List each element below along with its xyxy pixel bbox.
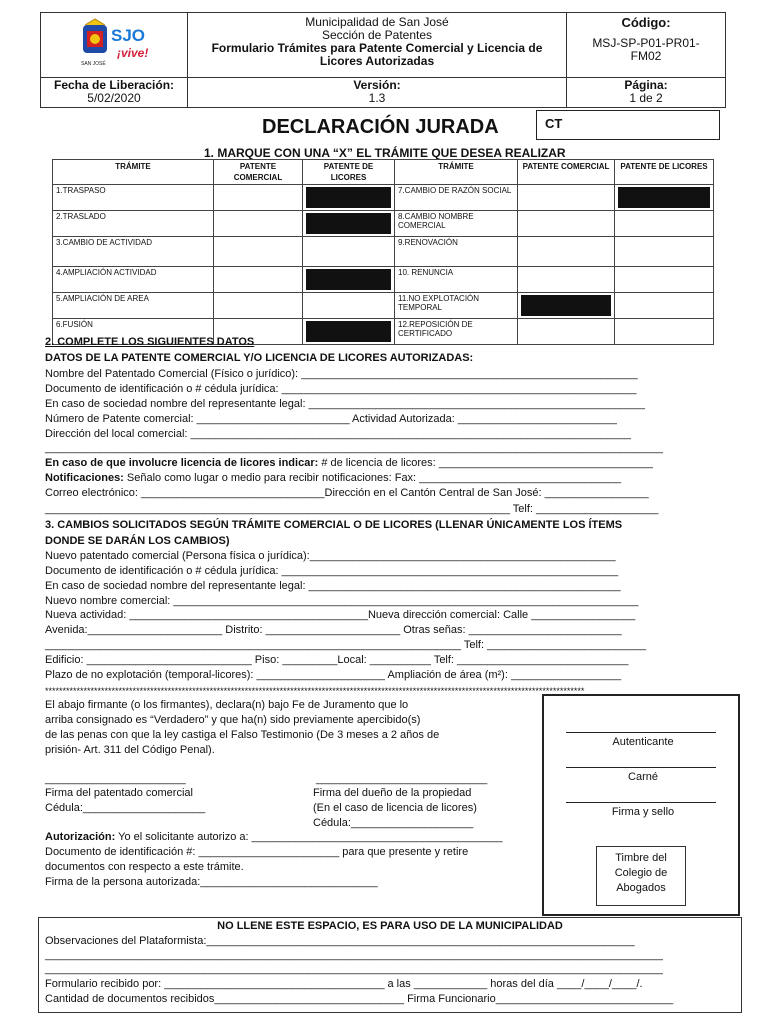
checkbox-cell[interactable] [615, 237, 714, 267]
notary-box [542, 694, 740, 916]
signature-line-right[interactable]: ____________________________ [316, 773, 488, 785]
field-avenida[interactable]: Avenida:______________________ Distrito: ______________________ Otras señas: _________________________ [45, 624, 622, 636]
field-telf2[interactable]: ____________________________________________________________________ Telf: __________________________ [45, 639, 647, 651]
ct-label: CT [545, 116, 563, 131]
checkbox-cell[interactable] [214, 267, 303, 293]
sig-left-cedula[interactable]: Cédula:____________________ [45, 802, 206, 814]
oath-line3: de las penas con que la ley castiga el Falso Testimonio (De 3 meses a 2 años de [45, 729, 440, 741]
col-patente-left: PATENTE COMERCIAL [214, 160, 303, 185]
section2-subheading: DATOS DE LA PATENTE COMERCIAL Y/O LICENCIA DE LICORES AUTORIZADAS: [45, 352, 474, 364]
checkbox-cell[interactable] [303, 267, 395, 293]
row-label: 12.REPOSICIÓN DE CERTIFICADO [395, 319, 518, 345]
form-title-cell [188, 13, 567, 77]
field-licencia[interactable]: En caso de que involucre licencia de licores indicar: # de licencia de licores: ___________________________________ [45, 457, 653, 469]
version-label: Versión: [353, 78, 401, 92]
oath-line1: El abajo firmante (o los firmantes), declara(n) bajo Fe de Juramento que lo [45, 699, 409, 711]
auth-line3: documentos con respecto a este trámite. [45, 861, 244, 873]
redaction-block [306, 187, 391, 208]
checkbox-cell[interactable] [214, 293, 303, 319]
field-cedula[interactable]: Documento de identificación o # cédula jurídica: __________________________________________________________ [45, 383, 637, 395]
auth-line2[interactable]: Documento de identificación #: _______________________ para que presente y retire [45, 846, 469, 858]
section3-heading: 3. CAMBIOS SOLICITADOS SEGÚN TRÁMITE COMERCIAL O DE LICORES (LLENAR ÚNICAMENTE LOS ÍTEMS [45, 519, 623, 531]
field-nuevo-cedula[interactable]: Documento de identificación o # cédula jurídica: _______________________________________________________ [45, 565, 619, 577]
row-label: 8.CAMBIO NOMBRE COMERCIAL [395, 211, 518, 237]
row-label: 10. RENUNCIA [395, 267, 518, 293]
oath-line4: prisión- Art. 311 del Código Penal). [45, 744, 215, 756]
recibido-por-field[interactable]: Formulario recibido por: ____________________________________ a las ____________ horas del día ____/____/____/. [45, 978, 643, 990]
col-licores-right: PATENTE DE LICORES [615, 160, 714, 185]
field-patentado[interactable]: Nombre del Patentado Comercial (Físico o jurídico): _______________________________________________________ [45, 368, 638, 380]
firma-sello-line[interactable] [566, 802, 716, 803]
field-edificio[interactable]: Edificio: ___________________________ Piso: _________Local: __________ Telf: ____________________________ [45, 654, 629, 666]
field-plazo[interactable]: Plazo de no explotación (temporal-licores): _____________________ Ampliación de área (m²): __________________ [45, 669, 622, 681]
cantidad-documentos-field[interactable]: Cantidad de documentos recibidos_______________________________ Firma Funcionario_____________________________ [45, 993, 674, 1005]
col-licores-left: PATENTE DE LICORES [303, 160, 395, 185]
page-label: Página: [624, 78, 668, 92]
row-label: 1.TRASPASO [53, 185, 214, 211]
sig-right-label: Firma del dueño de la propiedad [313, 787, 472, 799]
redaction-block [306, 269, 391, 290]
field-nuevo-patentado[interactable]: Nuevo patentado comercial (Persona física o jurídica):__________________________________________________ [45, 550, 616, 562]
carne-line[interactable] [566, 767, 716, 768]
sig-left-label: Firma del patentado comercial [45, 787, 193, 799]
autenticante-line[interactable] [566, 732, 716, 733]
observaciones-line2[interactable]: _____________________________________________________________________________________________________ [45, 949, 663, 961]
signature-line-left[interactable]: _______________________ [45, 773, 186, 785]
version-cell [188, 77, 567, 107]
checkbox-cell[interactable] [615, 211, 714, 237]
checkbox-cell[interactable] [615, 293, 714, 319]
checkbox-cell[interactable] [214, 237, 303, 267]
checkbox-cell[interactable] [518, 293, 615, 319]
checkbox-cell[interactable] [303, 293, 395, 319]
checkbox-cell[interactable] [615, 319, 714, 345]
checkbox-cell[interactable] [518, 267, 615, 293]
checkbox-cell[interactable] [615, 185, 714, 211]
checkbox-cell[interactable] [214, 185, 303, 211]
firma-sello-label: Firma y sello [611, 806, 675, 818]
section1-heading: 1. MARQUE CON UNA “X” EL TRÁMITE QUE DESEA REALIZAR [204, 146, 566, 160]
row-label: 3.CAMBIO DE ACTIVIDAD [53, 237, 214, 267]
logo-cell [41, 13, 188, 77]
row-label: 5.AMPLIACIÓN DE AREA [53, 293, 214, 319]
oath-line2: arriba consignado es “Verdadero” y que ha(n) sido previamente apercibido(s) [45, 714, 421, 726]
code-label: Código: [621, 15, 671, 30]
version-value: 1.3 [368, 91, 386, 105]
document-title: DECLARACIÓN JURADA [262, 116, 499, 138]
release-cell [41, 77, 188, 107]
release-label: Fecha de Liberación: [53, 78, 175, 92]
section3-heading-cont: DONDE SE DARÁN LOS CAMBIOS) [45, 535, 230, 547]
carne-label: Carné [628, 771, 658, 783]
document-header [40, 12, 726, 108]
section2-heading: 2. COMPLETE LOS SIGUIENTES DATOS [45, 336, 255, 348]
separator-stars: ********************************************************************************************************************************************************** [45, 686, 585, 696]
code-value: MSJ-SP-P01-PR01-FM02 [592, 36, 700, 63]
row-label: 2.TRASLADO [53, 211, 214, 237]
checkbox-cell[interactable] [303, 237, 395, 267]
field-telf[interactable]: ____________________________________________________________________________ Telf: ____________________ [45, 503, 659, 515]
svg-text:SAN JOSÉ: SAN JOSÉ [81, 61, 106, 67]
checkbox-cell[interactable] [518, 211, 615, 237]
field-correo[interactable]: Correo electrónico: ______________________________Dirección en el Cantón Central de San José: _________________ [45, 487, 649, 499]
row-label: 4.AMPLIACIÓN ACTIVIDAD [53, 267, 214, 293]
field-nueva-actividad[interactable]: Nueva actividad: _______________________________________Nueva dirección comercial: Calle _________________ [45, 609, 636, 621]
checkbox-cell[interactable] [518, 185, 615, 211]
field-notificaciones[interactable]: Notificaciones: Señalo como lugar o medio para recibir notificaciones: Fax: _________________________________ [45, 472, 622, 484]
svg-text:SJO: SJO [111, 26, 146, 45]
redaction-block [618, 187, 710, 208]
checkbox-cell[interactable] [214, 211, 303, 237]
release-date: 5/02/2020 [87, 91, 141, 105]
col-patente-right: PATENTE COMERCIAL [518, 160, 615, 185]
form-title: Formulario Trámites para Patente Comercial y Licencia de Licores Autorizadas [211, 41, 543, 68]
col-tramite-left: TRÁMITE [53, 160, 214, 185]
code-cell [567, 13, 725, 77]
municipality-logo [79, 17, 159, 73]
checkbox-cell[interactable] [518, 237, 615, 267]
page-value: 1 de 2 [629, 91, 663, 105]
field-representante[interactable]: En caso de sociedad nombre del representante legal: _______________________________________________________ [45, 398, 646, 410]
org-name: Municipalidad de San José [305, 15, 449, 29]
sig-right-cedula[interactable]: Cédula:____________________ [313, 817, 474, 829]
procedure-table [52, 159, 714, 345]
municipal-heading: NO LLENE ESTE ESPACIO, ES PARA USO DE LA MUNICIPALIDAD [217, 920, 563, 932]
municipal-use-box [38, 917, 742, 1013]
row-label: 9.RENOVACIÓN [395, 237, 518, 267]
auth-line4[interactable]: Firma de la persona autorizada:_____________________________ [45, 876, 378, 888]
timbre-box[interactable]: Timbre del Colegio de Abogados [596, 846, 686, 906]
observaciones-line3[interactable]: _____________________________________________________________________________________________________ [45, 963, 663, 975]
checkbox-cell[interactable] [518, 319, 615, 345]
sig-right-note: (En el caso de licencia de licores) [313, 802, 477, 814]
field-numero-patente[interactable]: Número de Patente comercial: _________________________ Actividad Autorizada: __________________________ [45, 413, 617, 425]
auth-line1[interactable]: Autorización: Yo el solicitante autorizo a: _________________________________________ [45, 831, 503, 843]
row-label: 7.CAMBIO DE RAZÓN SOCIAL [395, 185, 518, 211]
checkbox-cell[interactable] [303, 211, 395, 237]
section-name: Sección de Patentes [321, 28, 433, 42]
field-direccion[interactable]: Dirección del local comercial: ________________________________________________________________________ [45, 428, 631, 440]
checkbox-cell[interactable] [615, 267, 714, 293]
col-tramite-right: TRÁMITE [395, 160, 518, 185]
checkbox-cell[interactable] [303, 319, 395, 345]
row-label: 11.NO EXPLOTACIÓN TEMPORAL [395, 293, 518, 319]
redaction-block [306, 213, 391, 234]
autenticante-label: Autenticante [612, 736, 674, 748]
redaction-block [521, 295, 611, 316]
field-direccion-cont[interactable]: _____________________________________________________________________________________________________ [45, 442, 663, 454]
field-nuevo-representante[interactable]: En caso de sociedad nombre del representante legal: ___________________________________________________ [45, 580, 621, 592]
row-label: 6.FUSIÓN [53, 319, 214, 345]
page-cell [567, 77, 725, 107]
field-nuevo-nombre[interactable]: Nuevo nombre comercial: ____________________________________________________________________________ [45, 595, 639, 607]
checkbox-cell[interactable] [303, 185, 395, 211]
redaction-block [306, 321, 391, 342]
svg-text:¡vive!: ¡vive! [117, 46, 149, 60]
observaciones-field[interactable]: Observaciones del Plataformista:______________________________________________________________________ [45, 935, 635, 947]
ct-box[interactable] [536, 110, 720, 140]
